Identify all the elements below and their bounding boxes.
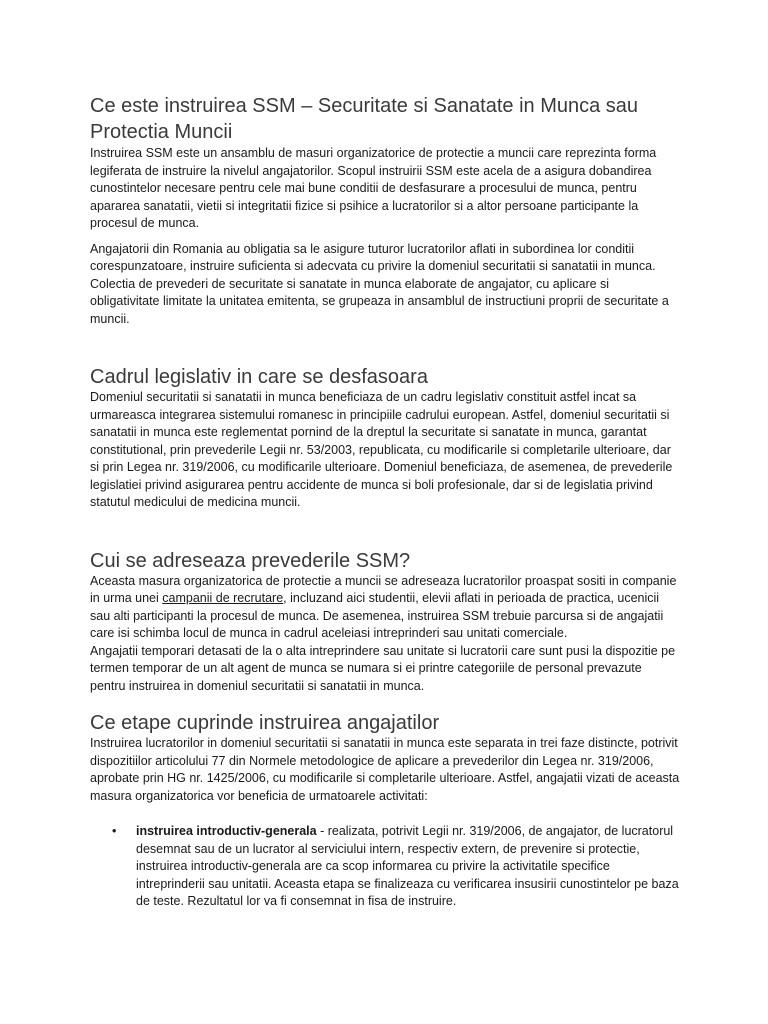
section-training-stages <box>90 711 680 911</box>
list-item-text: - realizata, potrivit Legii nr. 319/2006, de angajator, de lucratorul desemnat sau de un lucrator al serviciului intern, respectiv extern, de prevenire si protectie, instruirea introductiv-generala are ca scop informarea cu privire la activitatile specifice intreprinderii sau unitatii. Aceasta etapa se finalizeaza cu verificarea insusirii cunostintelor pe baza de teste. Rezultatul lor va fi consemnat in fisa de instruire. <box>136 824 679 908</box>
paragraph <box>90 573 680 643</box>
list-item-term: instruirea introductiv-generala <box>136 824 317 838</box>
heading-training-stages: Ce etape cuprinde instruirea angajatilor <box>90 712 440 734</box>
paragraph-text: , incluzand aici studentii, elevii aflati in perioada de practica, ucenicii sau alti participanti la procesul de munca. De asemenea, instruirea SSM trebuie parcursa si de angajatii care isi schimba locul de munca in cadrul aceleiasi intreprinderi sau unitati comerciale. <box>90 591 664 640</box>
document-content <box>90 93 680 911</box>
paragraph: Angajatii temporari detasati de la o alta intreprindere sau unitate si lucratorii care sunt pusi la dispozitie pe termen temporar de un alt agent de munca se numara si ei printre categoriile de personal prevazute pentru instruirea in domeniul securitatii si sanatatii in munca. <box>90 643 676 693</box>
stages-list <box>90 823 680 911</box>
paragraph: Instruirea lucratorilor in domeniul securitatii si sanatatii in munca este separata in trei faze distincte, potrivit dispozitiilor articolului 77 din Normele metodologice de aplicare a prevederilor din Legea nr. 319/2006, aprobate prin HG nr. 1425/2006, cu modificarile si completarile ulterioare. Astfel, angajatii vizati de aceasta masura organizatorica vor beneficia de urmatoarele activitati: <box>90 736 680 803</box>
bullet-icon: • <box>112 824 117 838</box>
heading-legislative-framework: Cadrul legislativ in care se desfasoara <box>90 366 428 388</box>
paragraph: Domeniul securitatii si sanatatii in munca beneficiaza de un cadru legislativ constituit astfel incat sa urmareasca integrarea sistemului romanesc in principiile cadrului european. Astfel, domeniul securitatii si sanatatii in munca este reglementat pornind de la dreptul la securitate si sanatate in munca, garantat constitutional, prin prevederile Legii nr. 53/2003, republicata, cu modificarile si completarile ulterioare, dar si prin Legea nr. 319/2006, cu modificarile ulterioare. Domeniul beneficiaza, de asemenea, de prevederile legislatiei privind asigurarea pentru accidente de munca si boli profesionale, dar si de legislatia privind statutul medicului de medicina muncii. <box>90 390 673 509</box>
heading-audience: Cui se adreseaza prevederile SSM? <box>90 549 411 572</box>
section-what-is-ssm <box>90 93 680 328</box>
paragraph: Angajatorii din Romania au obligatia sa le asigure tuturor lucratorilor aflati in subordinea lor conditii corespunzatoare, instruire suficienta si adecvata cu privire la domeniul securitatii si sanatatii in munca. Colectia de prevederi de securitate si sanatate in munca elaborate de angajator, cu aplicare si obligativitate limitate la unitatea emitenta, se grupeaza in ansamblul de instructiuni proprii de securitate a muncii. <box>90 241 669 326</box>
recruitment-campaign-link[interactable]: campanii de recrutare <box>162 591 284 605</box>
section-audience <box>90 549 680 696</box>
section-legislative-framework <box>90 365 680 512</box>
paragraph-text: Aceasta masura organizatorica de protectie a muncii se adreseaza lucratorilor proaspat sositi in companie in urma unei <box>90 573 677 605</box>
list-item <box>90 823 680 911</box>
paragraph: Instruirea SSM este un ansamblu de masuri organizatorice de protectie a muncii care reprezinta forma legiferata de instruire la nivelul angajatorilor. Scopul instruirii SSM este acela de a asigura dobandirea cunostintelor necesare pentru cele mai bune conditii de desfasurare a procesului de munca, pentru apararea sanatatii, vietii si integritatii fizice si psihice a lucratorilor si a altor persoane participante la procesul de munca. <box>90 146 657 230</box>
heading-what-is-ssm: Ce este instruirea SSM – Securitate si Sanatate in Munca sau Protectia Muncii <box>90 95 639 143</box>
